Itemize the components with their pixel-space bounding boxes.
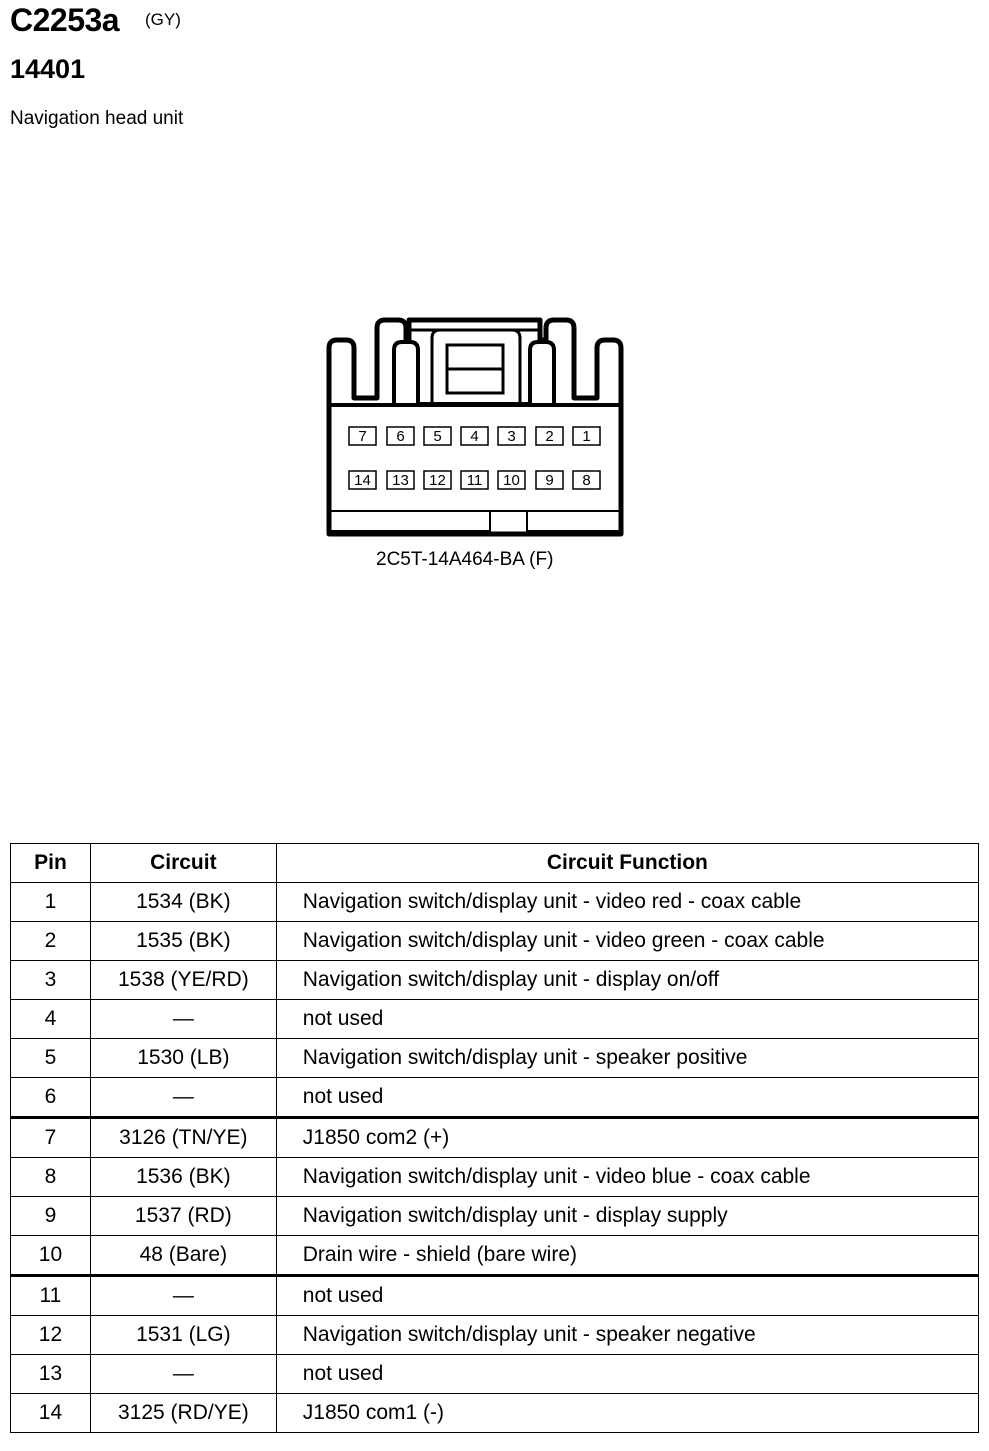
circuit-cell: 1538 (YE/RD): [90, 961, 276, 1000]
pin-cell: 1: [11, 883, 91, 922]
function-cell: Drain wire - shield (bare wire): [276, 1236, 978, 1276]
pin-cell: 9: [11, 1197, 91, 1236]
function-cell: Navigation switch/display unit - speaker negative: [276, 1316, 978, 1355]
connector-part-label: 2C5T-14A464-BA (F): [376, 549, 554, 570]
column-header-pin: Pin: [11, 844, 91, 883]
component-description: Navigation head unit: [10, 108, 184, 129]
column-header-function: Circuit Function: [276, 844, 978, 883]
circuit-cell: 48 (Bare): [90, 1236, 276, 1276]
function-cell: J1850 com1 (-): [276, 1394, 978, 1433]
pin-cell: 2: [11, 922, 91, 961]
pin-cavity: [387, 427, 414, 445]
pin-cell: 5: [11, 1039, 91, 1078]
pin-cavity: [461, 471, 488, 489]
table-row: [11, 1197, 979, 1236]
table-row: [11, 1355, 979, 1394]
function-cell: Navigation switch/display unit - speaker positive: [276, 1039, 978, 1078]
function-cell: not used: [276, 1000, 978, 1039]
svg-text:13: 13: [392, 472, 409, 489]
function-cell: Navigation switch/display unit - video red - coax cable: [276, 883, 978, 922]
pin-cavity: [461, 427, 488, 445]
pin-cell: 13: [11, 1355, 91, 1394]
circuit-cell: 1536 (BK): [90, 1158, 276, 1197]
function-cell: Navigation switch/display unit - video green - coax cable: [276, 922, 978, 961]
function-cell: not used: [276, 1078, 978, 1118]
pin-cavity: [498, 471, 525, 489]
circuit-cell: 1537 (RD): [90, 1197, 276, 1236]
table-row: [11, 1000, 979, 1039]
table-row: [11, 883, 979, 922]
table-row: [11, 1276, 979, 1316]
table-row: [11, 1236, 979, 1276]
svg-text:2: 2: [545, 428, 554, 445]
table-row: [11, 1394, 979, 1433]
column-header-circuit: Circuit: [90, 844, 276, 883]
pin-cell: 3: [11, 961, 91, 1000]
pin-cell: 7: [11, 1118, 91, 1158]
svg-text:14: 14: [354, 472, 371, 489]
pin-cavity: [573, 471, 600, 489]
pinout-table: [10, 843, 979, 1433]
svg-text:3: 3: [507, 428, 516, 445]
connector-face-diagram: [0, 0, 989, 620]
circuit-cell: 3125 (RD/YE): [90, 1394, 276, 1433]
table-row: [11, 961, 979, 1000]
pin-cavity: [349, 427, 376, 445]
circuit-cell: —: [90, 1276, 276, 1316]
pin-cell: 14: [11, 1394, 91, 1433]
svg-text:12: 12: [429, 472, 446, 489]
svg-text:1: 1: [582, 428, 591, 445]
pin-cell: 10: [11, 1236, 91, 1276]
svg-text:4: 4: [470, 428, 479, 445]
svg-text:7: 7: [358, 428, 367, 445]
pin-cavity: [424, 427, 451, 445]
circuit-cell: —: [90, 1078, 276, 1118]
pin-cell: 6: [11, 1078, 91, 1118]
table-row: [11, 1118, 979, 1158]
circuit-cell: 3126 (TN/YE): [90, 1118, 276, 1158]
svg-text:9: 9: [545, 472, 554, 489]
connector-latch-left: [394, 342, 418, 404]
pin-cavity: [498, 427, 525, 445]
pin-cell: 11: [11, 1276, 91, 1316]
pin-cavity: [387, 471, 414, 489]
svg-text:10: 10: [503, 472, 520, 489]
function-cell: not used: [276, 1355, 978, 1394]
table-row: [11, 1039, 979, 1078]
function-cell: Navigation switch/display unit - video blue - coax cable: [276, 1158, 978, 1197]
function-cell: Navigation switch/display unit - display on/off: [276, 961, 978, 1000]
function-cell: Navigation switch/display unit - display supply: [276, 1197, 978, 1236]
connector-id: C2253a: [10, 2, 120, 38]
pin-cavity: [424, 471, 451, 489]
connector-color: (GY): [145, 10, 181, 29]
connector-latch-right: [530, 342, 554, 404]
svg-text:8: 8: [582, 472, 591, 489]
svg-text:5: 5: [433, 428, 442, 445]
pin-cavity: [536, 471, 563, 489]
svg-text:6: 6: [396, 428, 405, 445]
pin-cell: 4: [11, 1000, 91, 1039]
svg-text:11: 11: [466, 472, 483, 489]
table-row: [11, 1078, 979, 1118]
circuit-cell: —: [90, 1355, 276, 1394]
circuit-cell: 1530 (LB): [90, 1039, 276, 1078]
table-row: [11, 922, 979, 961]
circuit-cell: 1534 (BK): [90, 883, 276, 922]
circuit-cell: —: [90, 1000, 276, 1039]
table-row: [11, 1158, 979, 1197]
connector-housing-fill: [329, 530, 621, 535]
circuit-cell: 1535 (BK): [90, 922, 276, 961]
part-number: 14401: [10, 54, 86, 84]
pin-cavity: [536, 427, 563, 445]
function-cell: not used: [276, 1276, 978, 1316]
pin-cavity: [573, 427, 600, 445]
table-row: [11, 1316, 979, 1355]
pin-cell: 8: [11, 1158, 91, 1197]
table-header-row: [11, 844, 979, 883]
pin-cavity: [349, 471, 376, 489]
function-cell: J1850 com2 (+): [276, 1118, 978, 1158]
circuit-cell: 1531 (LG): [90, 1316, 276, 1355]
pin-cell: 12: [11, 1316, 91, 1355]
